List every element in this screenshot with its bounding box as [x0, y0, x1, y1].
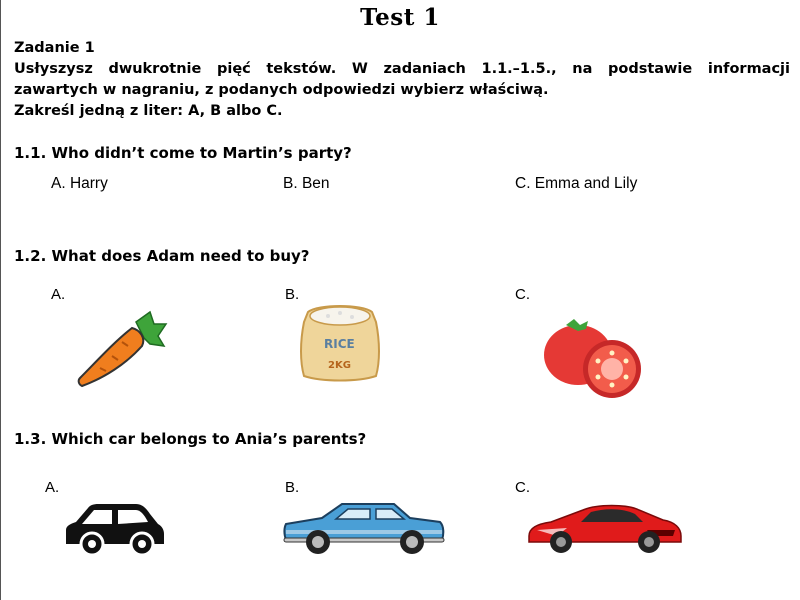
instructions — [14, 38, 790, 122]
page-border — [0, 0, 1, 600]
q3-option-c[interactable]: C. — [515, 479, 530, 496]
question-1-2: 1.2. What does Adam need to buy? — [14, 247, 310, 265]
black-hatchback-icon[interactable] — [62, 500, 168, 558]
tomato-icon[interactable] — [540, 313, 646, 399]
q1-option-c[interactable]: C. Emma and Lily — [515, 175, 638, 192]
red-sports-car-icon[interactable] — [527, 500, 683, 554]
blue-classic-car-icon[interactable] — [282, 500, 446, 556]
carrot-icon[interactable] — [76, 308, 168, 388]
q2-option-c[interactable]: C. — [515, 286, 530, 303]
q3-option-b[interactable]: B. — [285, 479, 300, 496]
instruction-line-2: zawartych w nagraniu, z podanych odpowiedzi wybierz właściwą. — [14, 82, 549, 98]
question-1-1: 1.1. Who didn’t come to Martin’s party? — [14, 144, 352, 162]
q2-option-b[interactable]: B. — [285, 286, 300, 303]
rice-bag-icon[interactable] — [298, 302, 382, 382]
rice-weight: 2KG — [328, 360, 351, 371]
rice-label: RICE — [324, 337, 355, 351]
instruction-line-3: Zakreśl jedną z liter: A, B albo C. — [14, 103, 283, 119]
instruction-line-1: Usłyszysz dwukrotnie pięć tekstów. W zadaniach 1.1.–1.5., na podstawie informacji — [14, 61, 790, 77]
q3-option-a[interactable]: A. — [45, 479, 60, 496]
q1-option-a[interactable]: A. Harry — [51, 175, 108, 192]
question-1-3: 1.3. Which car belongs to Ania’s parents? — [14, 430, 367, 448]
task-heading: Zadanie 1 — [14, 40, 95, 56]
page-title: Test 1 — [360, 4, 440, 31]
q2-option-a[interactable]: A. — [51, 286, 66, 303]
q1-option-b[interactable]: B. Ben — [283, 175, 330, 192]
